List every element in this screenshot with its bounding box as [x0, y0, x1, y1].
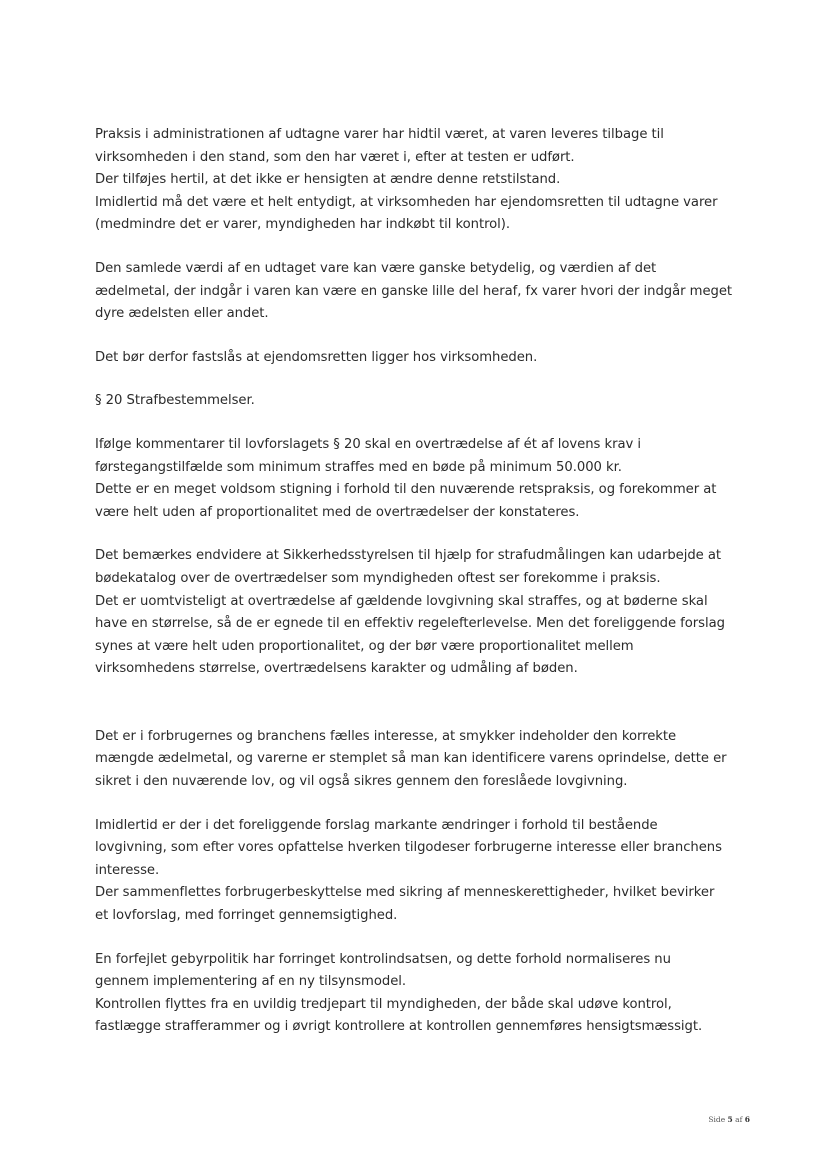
text-line: Ifølge kommentarer til lovforslagets § 20 skal en overtrædelse af ét af lovens krav i: [95, 436, 641, 452]
text-line: gennem implementering af en ny tilsynsmodel.: [95, 974, 407, 990]
text-line: dyre ædelsten eller andet.: [95, 306, 269, 322]
text-line: Den samlede værdi af en udtaget vare kan være ganske betydelig, og værdien af det: [95, 260, 657, 276]
paragraph-penalty: [95, 434, 755, 524]
text-line: interesse.: [95, 862, 160, 878]
text-line: et lovforslag, med forringet gennemsigtighed.: [95, 908, 398, 924]
text-line: Det er uomtvisteligt at overtrædelse af gældende lovgivning skal straffes, og at bøderne skal: [95, 593, 708, 609]
text-line: være helt uden af proportionalitet med de overtrædelser der konstateres.: [95, 504, 580, 520]
text-line: Imidlertid må det være et helt entydigt, at virksomheden har ejendomsretten til udtagne varer: [95, 194, 718, 210]
text-line: virksomhedens størrelse, overtrædelsens karakter og udmåling af bøden.: [95, 661, 578, 677]
page-number: 5: [727, 1115, 733, 1124]
section-heading: [95, 390, 755, 413]
text-line: ædelmetal, der indgår i varen kan være en ganske lille del heraf, fx varer hvori der indgår meget: [95, 283, 733, 299]
paragraph-value: [95, 258, 755, 326]
paragraph-ownership: [95, 347, 755, 370]
paragraph-fee-policy: [95, 949, 755, 1039]
text-line: virksomheden i den stand, som den har været i, efter at testen er udført.: [95, 149, 575, 165]
text-line: Det er i forbrugernes og branchens fælles interesse, at smykker indeholder den korrekte: [95, 728, 677, 744]
text-line: En forfejlet gebyrpolitik har forringet kontrolindsatsen, og dette forhold normaliseres nu: [95, 951, 671, 967]
text-line: mængde ædelmetal, og varerne er stemplet så man kan identificere varens oprindelse, dette er: [95, 751, 727, 767]
text-line: Praksis i administrationen af udtagne varer har hidtil været, at varen leveres tilbage til: [95, 127, 664, 142]
total-pages: 6: [744, 1115, 750, 1124]
text-line: (medmindre det er varer, myndigheden har indkøbt til kontrol).: [95, 217, 511, 233]
text-line: have en størrelse, så de er egnede til en effektiv regelefterlevelse. Men det foreliggende forslag: [95, 616, 725, 632]
text-line: § 20 Strafbestemmelser.: [95, 393, 255, 409]
paragraph-fine-catalog: [95, 545, 755, 681]
text-line: fastlægge strafferammer og i øvrigt kontrollere at kontrollen gennemføres hensigtsmæssigt.: [95, 1019, 703, 1035]
text-line: Dette er en meget voldsom stigning i forhold til den nuværende retspraksis, og forekommer at: [95, 482, 717, 498]
paragraph-changes: [95, 815, 755, 928]
text-line: lovgivning, som efter vores opfattelse hverken tilgodeser forbrugerne interesse eller branchens: [95, 840, 722, 856]
page-footer: [708, 1115, 750, 1124]
paragraph-returned-goods: [95, 124, 755, 237]
text-line: Det bør derfor fastslås at ejendomsretten ligger hos virksomheden.: [95, 349, 538, 365]
text-line: sikret i den nuværende lov, og vil også sikres gennem den foreslåede lovgivning.: [95, 774, 628, 790]
text-line: Det bemærkes endvidere at Sikkerhedsstyrelsen til hjælp for strafudmålingen kan udarbejde at: [95, 548, 722, 564]
page-label: Side: [708, 1115, 726, 1124]
text-line: bødekatalog over de overtrædelser som myndigheden oftest ser forekomme i praksis.: [95, 570, 661, 586]
text-line: Kontrollen flyttes fra en uvildig tredjepart til myndigheden, der både skal udøve kontrol,: [95, 996, 672, 1012]
text-line: Der sammenflettes forbrugerbeskyttelse med sikring af menneskerettigheder, hvilket bevirker: [95, 885, 715, 901]
text-line: synes at være helt uden proportionalitet, og der bør være proportionalitet mellem: [95, 638, 634, 654]
of-label: af: [735, 1115, 743, 1124]
text-line: Der tilføjes hertil, at det ikke er hensigten at ændre denne retstilstand.: [95, 172, 561, 188]
paragraph-common-interest: [95, 726, 755, 794]
text-line: førstegangstilfælde som minimum straffes med en bøde på minimum 50.000 kr.: [95, 459, 622, 475]
document-body: [95, 124, 755, 1039]
text-line: Imidlertid er der i det foreliggende forslag markante ændringer i forhold til bestående: [95, 817, 658, 833]
